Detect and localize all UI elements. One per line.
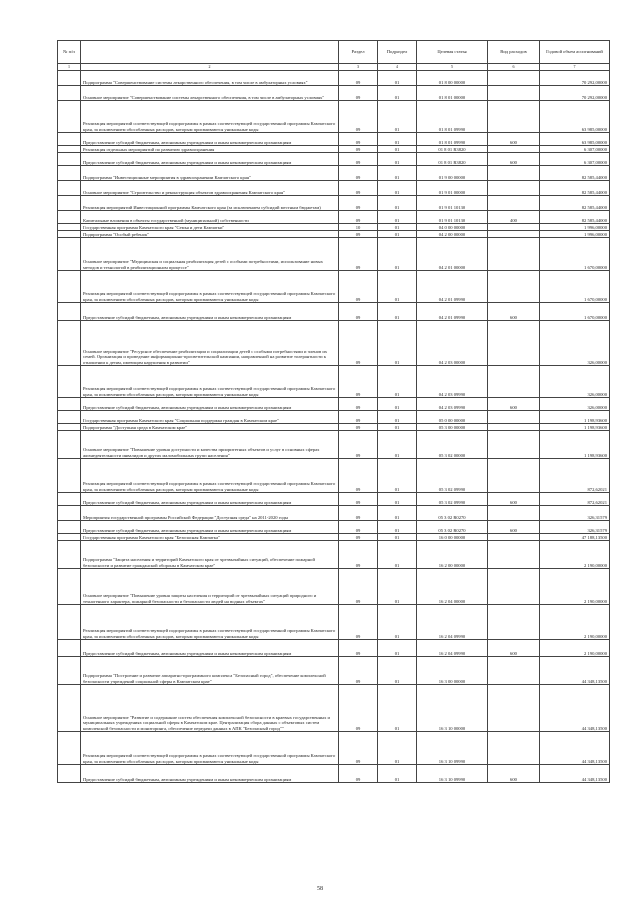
row-number-cell bbox=[58, 459, 81, 493]
table-row bbox=[58, 732, 610, 765]
row-kind-cell bbox=[488, 231, 540, 238]
table-row bbox=[58, 238, 610, 271]
row-kind-cell: 600 bbox=[488, 153, 540, 166]
row-subsection-cell: 01 bbox=[378, 605, 417, 640]
row-number-cell bbox=[58, 506, 81, 521]
row-amount-cell: 82 585,44000 bbox=[540, 166, 610, 181]
row-kind-cell: 600 bbox=[488, 398, 540, 411]
row-article-cell: 16 3 10 09990 bbox=[417, 765, 488, 783]
header-name bbox=[81, 41, 339, 64]
row-name-cell: Основное мероприятие "Совершенствование системы лекарственного обеспечения, в том числе в амбулаторных условиях" bbox=[81, 86, 339, 101]
row-amount-cell: 1 996,00000 bbox=[540, 224, 610, 231]
row-number-cell bbox=[58, 424, 81, 431]
row-name-cell: Предоставление субсидий бюджетным, автономным учреждениям и иным некоммерческим организациям bbox=[81, 133, 339, 146]
row-subsection-cell: 01 bbox=[378, 366, 417, 398]
row-number-cell bbox=[58, 765, 81, 783]
column-index: 5 bbox=[417, 64, 488, 71]
table-row bbox=[58, 541, 610, 569]
header-article: Целевая статья bbox=[417, 41, 488, 64]
row-article-cell: 01 9 01 00000 bbox=[417, 181, 488, 196]
header-row bbox=[58, 41, 610, 64]
page-number: 58 bbox=[317, 886, 323, 892]
row-number-cell bbox=[58, 238, 81, 271]
row-number-cell bbox=[58, 211, 81, 224]
row-kind-cell bbox=[488, 685, 540, 732]
row-section-cell: 09 bbox=[339, 271, 378, 303]
row-amount-cell: 82 585,44000 bbox=[540, 196, 610, 211]
row-kind-cell bbox=[488, 71, 540, 86]
row-article-cell: 01 8 01 09990 bbox=[417, 101, 488, 133]
column-index: 2 bbox=[81, 64, 339, 71]
row-subsection-cell: 01 bbox=[378, 321, 417, 366]
header-section: Раздел bbox=[339, 41, 378, 64]
row-section-cell: 09 bbox=[339, 605, 378, 640]
row-section-cell: 09 bbox=[339, 366, 378, 398]
row-amount-cell: 44 348,13500 bbox=[540, 765, 610, 783]
row-subsection-cell: 01 bbox=[378, 569, 417, 605]
row-article-cell: 05 3 02 R0270 bbox=[417, 506, 488, 521]
row-subsection-cell: 01 bbox=[378, 541, 417, 569]
row-number-cell bbox=[58, 153, 81, 166]
table-row bbox=[58, 271, 610, 303]
row-section-cell: 09 bbox=[339, 732, 378, 765]
row-amount-cell: 2 190,00000 bbox=[540, 569, 610, 605]
column-index: 4 bbox=[378, 64, 417, 71]
row-amount-cell: 82 585,44000 bbox=[540, 181, 610, 196]
row-article-cell: 16 3 10 09990 bbox=[417, 732, 488, 765]
row-subsection-cell: 01 bbox=[378, 231, 417, 238]
row-name-cell: Государственная программа Камчатского края "Социальная поддержка граждан в Камчатском крае" bbox=[81, 411, 339, 424]
row-section-cell: 09 bbox=[339, 459, 378, 493]
row-number-cell bbox=[58, 569, 81, 605]
row-section-cell: 09 bbox=[339, 321, 378, 366]
row-kind-cell bbox=[488, 732, 540, 765]
row-kind-cell bbox=[488, 196, 540, 211]
row-subsection-cell: 01 bbox=[378, 424, 417, 431]
row-subsection-cell: 01 bbox=[378, 431, 417, 459]
budget-table-page bbox=[57, 40, 609, 783]
row-number-cell bbox=[58, 271, 81, 303]
row-article-cell: 04 2 01 00000 bbox=[417, 238, 488, 271]
row-kind-cell bbox=[488, 101, 540, 133]
column-index-row bbox=[58, 64, 610, 71]
row-subsection-cell: 01 bbox=[378, 493, 417, 506]
row-article-cell: 05 3 02 09990 bbox=[417, 459, 488, 493]
column-index: 7 bbox=[540, 64, 610, 71]
row-amount-cell: 1 670,00000 bbox=[540, 303, 610, 321]
row-section-cell: 09 bbox=[339, 196, 378, 211]
row-name-cell: Реализация отдельных мероприятий по развитию здравоохранения bbox=[81, 146, 339, 153]
table-row bbox=[58, 86, 610, 101]
row-amount-cell: 44 348,13500 bbox=[540, 685, 610, 732]
row-article-cell: 01 8 01 00000 bbox=[417, 86, 488, 101]
table-row bbox=[58, 459, 610, 493]
row-number-cell bbox=[58, 657, 81, 685]
row-kind-cell bbox=[488, 224, 540, 231]
row-number-cell bbox=[58, 166, 81, 181]
row-name-cell: Подпрограмма "Доступная среда в Камчатском крае" bbox=[81, 424, 339, 431]
row-name-cell: Подпрограмма "Построение и развитие аппаратно-программного комплекса "Безопасный город", обеспечение комплексной безопасности учреждений социальной сферы в Камчатском крае" bbox=[81, 657, 339, 685]
row-amount-cell: 44 348,13500 bbox=[540, 657, 610, 685]
row-section-cell: 09 bbox=[339, 685, 378, 732]
row-amount-cell: 326,00000 bbox=[540, 321, 610, 366]
row-kind-cell bbox=[488, 459, 540, 493]
table-row bbox=[58, 101, 610, 133]
row-number-cell bbox=[58, 101, 81, 133]
row-kind-cell bbox=[488, 366, 540, 398]
row-subsection-cell: 01 bbox=[378, 640, 417, 657]
row-section-cell: 09 bbox=[339, 181, 378, 196]
row-kind-cell: 600 bbox=[488, 493, 540, 506]
row-section-cell: 09 bbox=[339, 146, 378, 153]
row-section-cell: 09 bbox=[339, 238, 378, 271]
row-subsection-cell: 01 bbox=[378, 459, 417, 493]
table-row bbox=[58, 224, 610, 231]
row-article-cell: 05 3 00 00000 bbox=[417, 424, 488, 431]
table-row bbox=[58, 211, 610, 224]
row-subsection-cell: 01 bbox=[378, 657, 417, 685]
row-name-cell: Реализация мероприятий соответствующей подпрограммы в рамках соответствующей государственной программы Камчатского края, за исключением обособленных расходов, которым присваиваются уникальные коды bbox=[81, 459, 339, 493]
row-amount-cell: 1 198,93600 bbox=[540, 431, 610, 459]
row-subsection-cell: 01 bbox=[378, 196, 417, 211]
row-name-cell: Мероприятия государственной программы Российской Федерации "Доступная среда" на 2011-2020 годы bbox=[81, 506, 339, 521]
row-article-cell: 05 0 00 00000 bbox=[417, 411, 488, 424]
row-article-cell: 01 8 00 00000 bbox=[417, 71, 488, 86]
row-name-cell: Государственная программа Камчатского края "Безопасная Камчатка" bbox=[81, 534, 339, 541]
table-row bbox=[58, 411, 610, 424]
row-article-cell: 16 3 00 00000 bbox=[417, 657, 488, 685]
row-kind-cell bbox=[488, 424, 540, 431]
row-section-cell: 09 bbox=[339, 541, 378, 569]
row-name-cell: Основное мероприятие "Развитие и содержание систем обеспечения комплексной безопасности в краевых государственных и муниципальных учреждениях социальной сферы в Камчатском крае. Централизация сбора данных с объектовых систем комплексной безопасности и мониторинга, обеспечение передачи данных в АПК "Безопасный город"" bbox=[81, 685, 339, 732]
row-kind-cell bbox=[488, 166, 540, 181]
row-amount-cell: 326,31579 bbox=[540, 506, 610, 521]
row-kind-cell bbox=[488, 86, 540, 101]
row-article-cell: 01 8 01 R3820 bbox=[417, 146, 488, 153]
row-article-cell: 04 2 03 09990 bbox=[417, 366, 488, 398]
row-amount-cell: 2 190,00000 bbox=[540, 541, 610, 569]
row-section-cell: 09 bbox=[339, 71, 378, 86]
row-section-cell: 09 bbox=[339, 493, 378, 506]
row-section-cell: 09 bbox=[339, 398, 378, 411]
row-article-cell: 16 2 04 00000 bbox=[417, 569, 488, 605]
row-amount-cell: 82 585,44000 bbox=[540, 211, 610, 224]
table-row bbox=[58, 133, 610, 146]
row-name-cell: Основное мероприятие "Строительство и реконструкция объектов здравоохранения Камчатского края" bbox=[81, 181, 339, 196]
row-number-cell bbox=[58, 224, 81, 231]
row-amount-cell: 70 292,00000 bbox=[540, 86, 610, 101]
row-section-cell: 09 bbox=[339, 765, 378, 783]
row-section-cell: 09 bbox=[339, 153, 378, 166]
row-article-cell: 04 2 01 09990 bbox=[417, 303, 488, 321]
row-section-cell: 09 bbox=[339, 640, 378, 657]
row-subsection-cell: 01 bbox=[378, 153, 417, 166]
row-name-cell: Реализация мероприятий соответствующей подпрограммы в рамках соответствующей государственной программы Камчатского края, за исключением обособленных расходов, которым присваиваются уникальные коды bbox=[81, 101, 339, 133]
row-section-cell: 09 bbox=[339, 303, 378, 321]
row-subsection-cell: 01 bbox=[378, 71, 417, 86]
header-subsection: Подраздел bbox=[378, 41, 417, 64]
row-amount-cell: 1 996,00000 bbox=[540, 231, 610, 238]
row-section-cell: 09 bbox=[339, 506, 378, 521]
row-kind-cell bbox=[488, 534, 540, 541]
table-row bbox=[58, 366, 610, 398]
row-subsection-cell: 01 bbox=[378, 224, 417, 231]
row-kind-cell bbox=[488, 605, 540, 640]
table-row bbox=[58, 71, 610, 86]
row-article-cell: 05 3 02 R0270 bbox=[417, 521, 488, 534]
table-row bbox=[58, 196, 610, 211]
row-number-cell bbox=[58, 366, 81, 398]
row-subsection-cell: 01 bbox=[378, 398, 417, 411]
row-subsection-cell: 01 bbox=[378, 166, 417, 181]
row-section-cell: 09 bbox=[339, 166, 378, 181]
table-row bbox=[58, 569, 610, 605]
row-kind-cell bbox=[488, 411, 540, 424]
row-article-cell: 04 2 03 00000 bbox=[417, 321, 488, 366]
table-row bbox=[58, 431, 610, 459]
row-number-cell bbox=[58, 521, 81, 534]
table-row bbox=[58, 534, 610, 541]
row-kind-cell: 600 bbox=[488, 133, 540, 146]
row-subsection-cell: 01 bbox=[378, 765, 417, 783]
row-amount-cell: 872,62021 bbox=[540, 493, 610, 506]
row-amount-cell: 326,00000 bbox=[540, 398, 610, 411]
row-number-cell bbox=[58, 196, 81, 211]
row-number-cell bbox=[58, 303, 81, 321]
row-section-cell: 09 bbox=[339, 657, 378, 685]
row-name-cell: Основное мероприятие "Повышение уровня защиты населения и территорий от чрезвычайных ситуаций природного и техногенного характера, пожарной безопасности и безопасности людей на водных объектах" bbox=[81, 569, 339, 605]
row-kind-cell bbox=[488, 569, 540, 605]
row-section-cell: 09 bbox=[339, 101, 378, 133]
table-row bbox=[58, 640, 610, 657]
row-kind-cell: 400 bbox=[488, 211, 540, 224]
row-article-cell: 01 9 00 00000 bbox=[417, 166, 488, 181]
header-number: № п/п bbox=[58, 41, 81, 64]
row-number-cell bbox=[58, 640, 81, 657]
row-section-cell: 09 bbox=[339, 211, 378, 224]
row-subsection-cell: 01 bbox=[378, 521, 417, 534]
row-section-cell: 09 bbox=[339, 133, 378, 146]
row-subsection-cell: 01 bbox=[378, 86, 417, 101]
row-amount-cell: 1 670,00000 bbox=[540, 271, 610, 303]
row-section-cell: 09 bbox=[339, 231, 378, 238]
row-name-cell: Предоставление субсидий бюджетным, автономным учреждениям и иным некоммерческим организациям bbox=[81, 765, 339, 783]
row-article-cell: 16 2 00 00000 bbox=[417, 541, 488, 569]
row-name-cell: Предоставление субсидий бюджетным, автономным учреждениям и иным некоммерческим организациям bbox=[81, 303, 339, 321]
row-article-cell: 16 2 04 09990 bbox=[417, 605, 488, 640]
row-subsection-cell: 01 bbox=[378, 506, 417, 521]
row-amount-cell: 63 985,00000 bbox=[540, 101, 610, 133]
row-kind-cell: 600 bbox=[488, 640, 540, 657]
row-kind-cell bbox=[488, 238, 540, 271]
table-row bbox=[58, 166, 610, 181]
row-subsection-cell: 01 bbox=[378, 534, 417, 541]
row-name-cell: Подпрограмма "Совершенствование системы лекарственного обеспечения, в том числе в амбулаторных условиях" bbox=[81, 71, 339, 86]
row-number-cell bbox=[58, 71, 81, 86]
table-row bbox=[58, 605, 610, 640]
row-kind-cell bbox=[488, 146, 540, 153]
row-name-cell: Предоставление субсидий бюджетным, автономным учреждениям и иным некоммерческим организациям bbox=[81, 153, 339, 166]
row-amount-cell: 44 348,13500 bbox=[540, 732, 610, 765]
row-number-cell bbox=[58, 133, 81, 146]
row-article-cell: 05 3 02 09990 bbox=[417, 493, 488, 506]
row-number-cell bbox=[58, 431, 81, 459]
budget-table bbox=[57, 40, 610, 783]
row-name-cell: Предоставление субсидий бюджетным, автономным учреждениям и иным некоммерческим организациям bbox=[81, 640, 339, 657]
row-subsection-cell: 01 bbox=[378, 303, 417, 321]
row-name-cell: Предоставление субсидий бюджетным, автономным учреждениям и иным некоммерческим организациям bbox=[81, 493, 339, 506]
row-number-cell bbox=[58, 493, 81, 506]
row-amount-cell: 47 188,13500 bbox=[540, 534, 610, 541]
row-kind-cell: 600 bbox=[488, 303, 540, 321]
row-number-cell bbox=[58, 411, 81, 424]
row-amount-cell: 6 307,00000 bbox=[540, 153, 610, 166]
table-row bbox=[58, 153, 610, 166]
table-row bbox=[58, 146, 610, 153]
row-name-cell: Капитальные вложения в объекты государственной (муниципальной) собственности bbox=[81, 211, 339, 224]
row-kind-cell bbox=[488, 431, 540, 459]
row-amount-cell: 872,62021 bbox=[540, 459, 610, 493]
row-amount-cell: 6 307,00000 bbox=[540, 146, 610, 153]
row-name-cell: Основное мероприятие "Повышение уровня доступности и качества приоритетных объектов и услуг в основных сферах жизнедеятельности инвалидов и других маломобильных групп населения" bbox=[81, 431, 339, 459]
row-kind-cell bbox=[488, 271, 540, 303]
row-number-cell bbox=[58, 685, 81, 732]
row-subsection-cell: 01 bbox=[378, 211, 417, 224]
row-number-cell bbox=[58, 398, 81, 411]
row-name-cell: Реализация мероприятий соответствующей подпрограммы в рамках соответствующей государственной программы Камчатского края, за исключением обособленных расходов, которым присваиваются уникальные коды bbox=[81, 732, 339, 765]
row-name-cell: Государственная программа Камчатского края "Семья и дети Камчатки" bbox=[81, 224, 339, 231]
column-index: 3 bbox=[339, 64, 378, 71]
row-number-cell bbox=[58, 541, 81, 569]
row-section-cell: 09 bbox=[339, 534, 378, 541]
row-article-cell: 04 2 00 00000 bbox=[417, 231, 488, 238]
row-section-cell: 09 bbox=[339, 431, 378, 459]
row-amount-cell: 326,00000 bbox=[540, 366, 610, 398]
row-subsection-cell: 01 bbox=[378, 146, 417, 153]
table-row bbox=[58, 506, 610, 521]
row-name-cell: Реализация мероприятий соответствующей подпрограммы в рамках соответствующей государственной программы Камчатского края, за исключением обособленных расходов, которым присваиваются уникальные коды bbox=[81, 271, 339, 303]
table-row bbox=[58, 685, 610, 732]
row-subsection-cell: 01 bbox=[378, 238, 417, 271]
row-number-cell bbox=[58, 146, 81, 153]
row-kind-cell: 600 bbox=[488, 521, 540, 534]
row-name-cell: Предоставление субсидий бюджетным, автономным учреждениям и иным некоммерческим организациям bbox=[81, 398, 339, 411]
row-article-cell: 05 3 02 00000 bbox=[417, 431, 488, 459]
row-subsection-cell: 01 bbox=[378, 133, 417, 146]
table-row bbox=[58, 181, 610, 196]
row-kind-cell bbox=[488, 657, 540, 685]
row-section-cell: 09 bbox=[339, 86, 378, 101]
row-name-cell: Реализация мероприятий соответствующей подпрограммы в рамках соответствующей государственной программы Камчатского края, за исключением обособленных расходов, которым присваиваются уникальные коды bbox=[81, 605, 339, 640]
row-number-cell bbox=[58, 321, 81, 366]
column-index: 1 bbox=[58, 64, 81, 71]
row-name-cell: Подпрограмма "Защита населения и территорий Камчатского края от чрезвычайных ситуаций, обеспечение пожарной безопасности и развитие гражданской обороны в Камчатском крае" bbox=[81, 541, 339, 569]
row-name-cell: Предоставление субсидий бюджетным, автономным учреждениям и иным некоммерческим организациям bbox=[81, 521, 339, 534]
row-article-cell: 04 0 00 00000 bbox=[417, 224, 488, 231]
row-article-cell: 16 0 00 00000 bbox=[417, 534, 488, 541]
table-row bbox=[58, 231, 610, 238]
row-name-cell: Подпрограмма "Инвестиционные мероприятия в здравоохранении Камчатского края" bbox=[81, 166, 339, 181]
row-name-cell: Реализация мероприятий соответствующей подпрограммы в рамках соответствующей государственной программы Камчатского края, за исключением обособленных расходов, которым присваиваются уникальные коды bbox=[81, 366, 339, 398]
row-number-cell bbox=[58, 605, 81, 640]
row-amount-cell: 2 190,00000 bbox=[540, 640, 610, 657]
row-kind-cell bbox=[488, 506, 540, 521]
row-subsection-cell: 01 bbox=[378, 101, 417, 133]
row-subsection-cell: 01 bbox=[378, 411, 417, 424]
table-row bbox=[58, 303, 610, 321]
row-article-cell: 01 8 01 R3820 bbox=[417, 153, 488, 166]
row-amount-cell: 1 198,93600 bbox=[540, 424, 610, 431]
row-article-cell: 04 2 01 09990 bbox=[417, 271, 488, 303]
row-amount-cell: 1 670,00000 bbox=[540, 238, 610, 271]
row-kind-cell bbox=[488, 181, 540, 196]
row-kind-cell bbox=[488, 541, 540, 569]
row-number-cell bbox=[58, 231, 81, 238]
row-name-cell: Реализация мероприятий Инвестиционной программы Камчатского края (за исключением субсидий местным бюджетам) bbox=[81, 196, 339, 211]
row-article-cell: 01 8 01 09990 bbox=[417, 133, 488, 146]
table-row bbox=[58, 398, 610, 411]
row-number-cell bbox=[58, 534, 81, 541]
row-section-cell: 09 bbox=[339, 569, 378, 605]
row-number-cell bbox=[58, 732, 81, 765]
row-amount-cell: 2 190,00000 bbox=[540, 605, 610, 640]
table-row bbox=[58, 321, 610, 366]
row-article-cell: 16 2 04 09990 bbox=[417, 640, 488, 657]
row-section-cell: 09 bbox=[339, 411, 378, 424]
row-kind-cell: 600 bbox=[488, 765, 540, 783]
row-amount-cell: 326,31579 bbox=[540, 521, 610, 534]
row-kind-cell bbox=[488, 321, 540, 366]
column-index: 6 bbox=[488, 64, 540, 71]
row-article-cell: 04 2 03 09990 bbox=[417, 398, 488, 411]
row-article-cell: 16 3 10 00000 bbox=[417, 685, 488, 732]
table-row bbox=[58, 521, 610, 534]
row-subsection-cell: 01 bbox=[378, 685, 417, 732]
row-subsection-cell: 01 bbox=[378, 181, 417, 196]
row-number-cell bbox=[58, 86, 81, 101]
row-article-cell: 01 9 01 10130 bbox=[417, 211, 488, 224]
row-section-cell: 09 bbox=[339, 521, 378, 534]
row-subsection-cell: 01 bbox=[378, 271, 417, 303]
row-number-cell bbox=[58, 181, 81, 196]
table-row bbox=[58, 424, 610, 431]
row-section-cell: 09 bbox=[339, 424, 378, 431]
row-name-cell: Основное мероприятие "Медицинская и социальная реабилитация детей с особыми потребностями, использование новых методов и технологий в реабилитационном процессе" bbox=[81, 238, 339, 271]
row-name-cell: Подпрограмма "Особый ребенок" bbox=[81, 231, 339, 238]
header-kind: Вид расходов bbox=[488, 41, 540, 64]
table-row bbox=[58, 765, 610, 783]
header-amount: Годовой объем ассигнований bbox=[540, 41, 610, 64]
table-body bbox=[58, 71, 610, 783]
row-amount-cell: 1 198,93600 bbox=[540, 411, 610, 424]
row-article-cell: 01 9 01 10130 bbox=[417, 196, 488, 211]
row-name-cell: Основное мероприятие "Ресурсное обеспечение реабилитации и социализации детей с особыми потребностями и членов их семей. Организация и проведение информационно-просветительской кампании, направленной на развитие толерантности к отношении к детям, имеющим нарушения в развитии" bbox=[81, 321, 339, 366]
table-row bbox=[58, 493, 610, 506]
row-amount-cell: 63 985,00000 bbox=[540, 133, 610, 146]
row-subsection-cell: 01 bbox=[378, 732, 417, 765]
row-section-cell: 10 bbox=[339, 224, 378, 231]
row-amount-cell: 70 292,00000 bbox=[540, 71, 610, 86]
table-row bbox=[58, 657, 610, 685]
